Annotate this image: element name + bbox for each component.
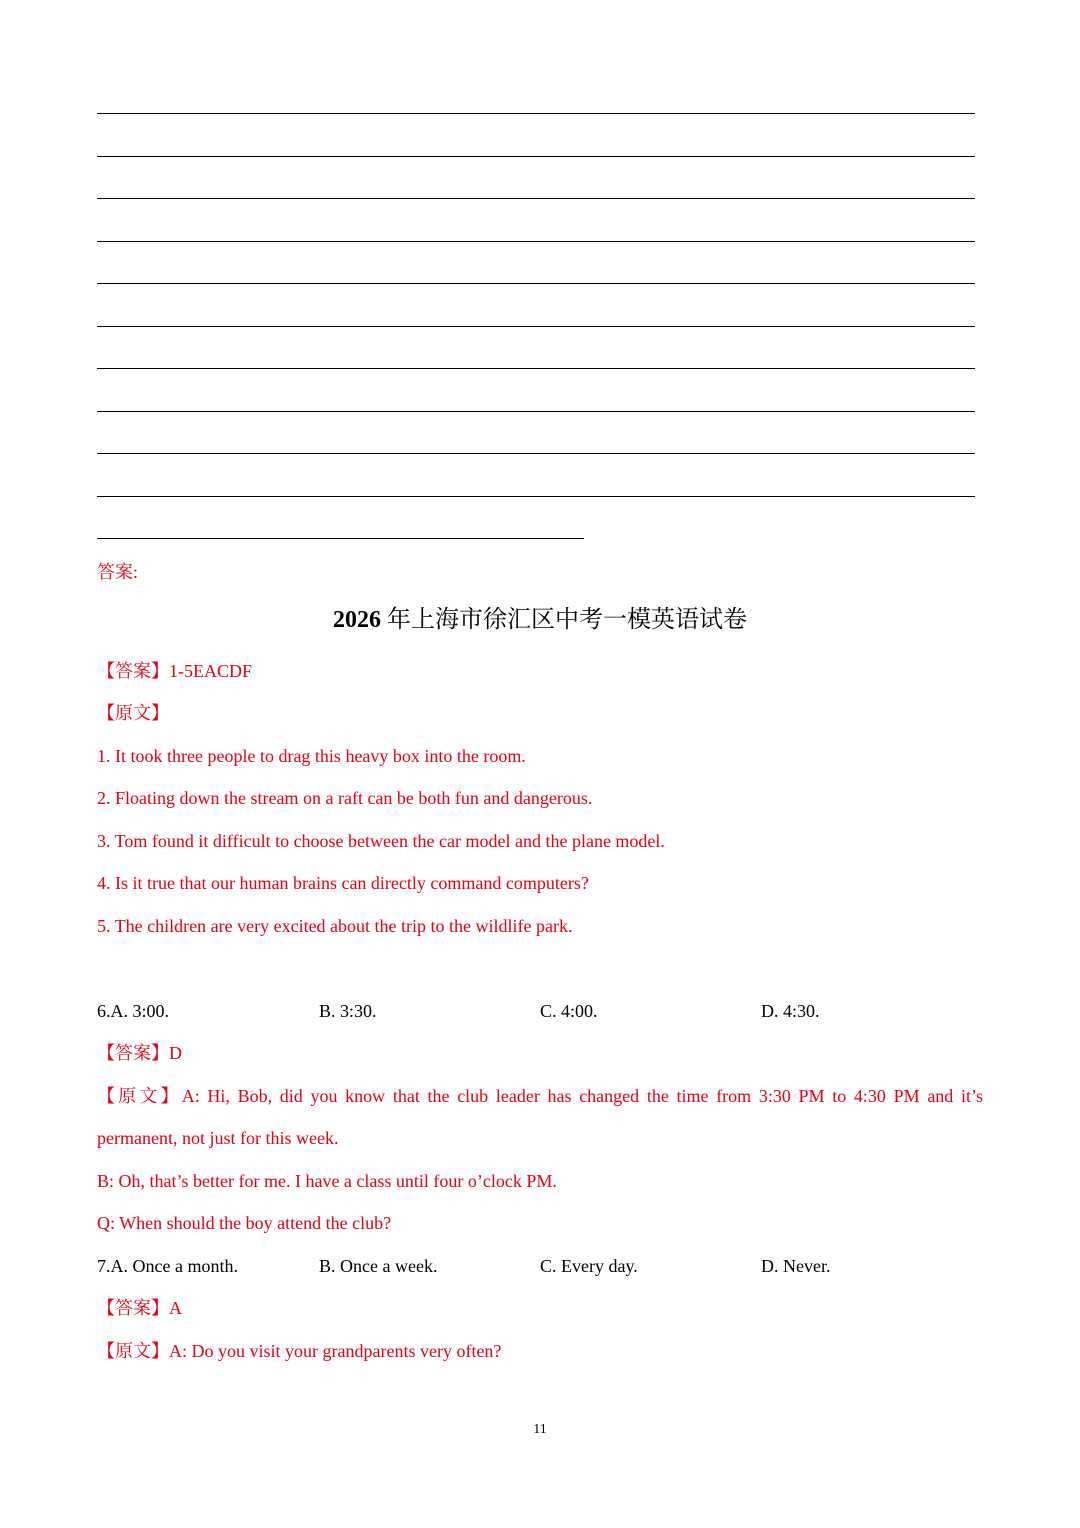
section1-answer: 【答案】1-5EACDF — [97, 661, 253, 681]
title-year: 2026 — [333, 607, 381, 633]
writing-line — [97, 241, 975, 242]
source-sentence: 4. Is it true that our human brains can directly command computers? — [97, 873, 589, 893]
writing-line — [97, 283, 975, 284]
source-sentence: 1. It took three people to drag this heavy box into the room. — [97, 746, 526, 766]
q6-option-c: C. 4:00. — [540, 1001, 598, 1021]
title-text: 年上海市徐汇区中考一模英语试卷 — [381, 607, 747, 633]
section1-source-label: 【原文】 — [97, 703, 169, 723]
writing-line — [97, 496, 975, 497]
page-number: 11 — [533, 1422, 547, 1437]
source-sentence: 2. Floating down the stream on a raft can be both fun and dangerous. — [97, 788, 593, 808]
answer-label: 答案: — [97, 562, 139, 582]
writing-line — [97, 411, 975, 412]
q7-option-b: B. Once a week. — [319, 1256, 438, 1276]
source-sentence: 3. Tom found it difficult to choose between the car model and the plane model. — [97, 831, 665, 851]
q6-answer: 【答案】D — [97, 1043, 182, 1063]
writing-line — [97, 113, 975, 114]
q7-option-a: 7.A. Once a month. — [97, 1256, 238, 1276]
q7-option-d: D. Never. — [761, 1256, 831, 1276]
q6-question: Q: When should the boy attend the club? — [97, 1213, 392, 1233]
writing-line — [97, 198, 975, 199]
q6-option-b: B. 3:30. — [319, 1001, 377, 1021]
source-sentence: 5. The children are very excited about the trip to the wildlife park. — [97, 916, 573, 936]
q6-option-a: 6.A. 3:00. — [97, 1001, 169, 1021]
writing-line — [97, 326, 975, 327]
page-title — [0, 604, 1080, 636]
writing-line — [97, 453, 975, 454]
q6-source-line: 【原文】A: Hi, Bob, did you know that the club leader has changed the time from 3:30 PM to 4:30 PM and it’s — [97, 1086, 983, 1106]
q7-answer: 【答案】A — [97, 1298, 182, 1318]
writing-line-short — [97, 538, 584, 539]
q6-dialogue-b: B: Oh, that’s better for me. I have a class until four o’clock PM. — [97, 1171, 557, 1191]
q6-option-d: D. 4:30. — [761, 1001, 820, 1021]
q7-source-line: 【原文】A: Do you visit your grandparents very often? — [97, 1341, 502, 1361]
q7-option-c: C. Every day. — [540, 1256, 638, 1276]
writing-line — [97, 368, 975, 369]
writing-line — [97, 156, 975, 157]
q6-source-line: permanent, not just for this week. — [97, 1128, 339, 1148]
